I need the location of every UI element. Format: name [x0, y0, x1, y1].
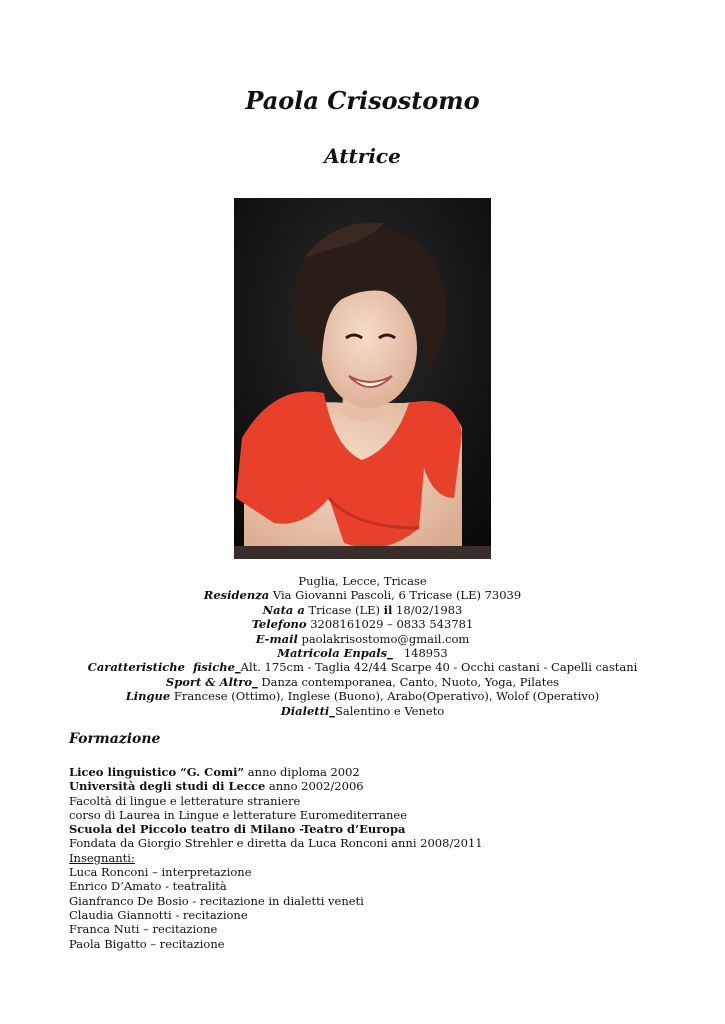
- page-subtitle: Attrice: [324, 144, 401, 168]
- physical-line: [0, 660, 725, 674]
- birth-label: Nata a: [262, 602, 305, 617]
- birth-il: il: [383, 602, 393, 617]
- residence-value: Via Giovanni Pascoli, 6 Tricase (LE) 73039: [269, 588, 522, 603]
- location-line: Puglia, Lecce, Tricase: [298, 574, 427, 588]
- education-list: [69, 765, 669, 951]
- liceo-detail: anno diploma 2002: [244, 765, 360, 779]
- faculty-line: Facoltà di lingue e letterature straniere: [69, 793, 301, 808]
- page-title: Paola Crisostomo: [245, 86, 480, 115]
- email-value: paolakrisostomo@gmail.com: [297, 631, 470, 646]
- school-detail: Fondata da Giorgio Strehler e diretta da Luca Ronconi anni 2008/2011: [69, 836, 483, 851]
- sport-separator: _: [252, 674, 258, 689]
- phone-line: [0, 617, 725, 631]
- teacher-item: Claudia Giannotti - recitazione: [69, 907, 248, 922]
- teacher-item: Luca Ronconi – interpretazione: [69, 865, 252, 880]
- dialects-value: Salentino e Veneto: [335, 703, 445, 718]
- languages-label: Lingue: [125, 689, 171, 704]
- matricola-separator: _: [387, 646, 393, 661]
- physical-label: Caratteristiche fisiche: [87, 660, 235, 675]
- birth-line: [0, 603, 725, 617]
- teacher-item: Franca Nuti – recitazione: [69, 922, 218, 937]
- dialects-label: Dialetti: [280, 703, 330, 718]
- birth-date: 18/02/1983: [392, 602, 463, 617]
- languages-value: Francese (Ottimo), Inglese (Buono), Arabo(Operativo), Wolof (Operativo): [170, 689, 600, 704]
- email-line: [0, 632, 725, 646]
- residence-line: [0, 588, 725, 602]
- university-name: Università degli studi di Lecce: [69, 779, 266, 794]
- birth-place: Tricase (LE): [304, 602, 384, 617]
- matricola-value: 148953: [392, 646, 448, 661]
- physical-separator: _: [234, 660, 241, 675]
- teachers-label: Insegnanti:: [69, 850, 135, 865]
- dialects-separator: _: [329, 703, 336, 718]
- teacher-item: Paola Bigatto – recitazione: [69, 936, 225, 951]
- education-heading: Formazione: [69, 731, 161, 747]
- school-line: [69, 822, 669, 836]
- dialects-line: [0, 704, 725, 718]
- liceo-line: [69, 765, 669, 779]
- liceo-name: Liceo linguistico “G. Comi”: [69, 765, 245, 779]
- phone-label: Telefono: [251, 617, 307, 632]
- university-line: [69, 779, 669, 793]
- sport-label: Sport & Altro: [165, 674, 253, 689]
- university-detail: anno 2002/2006: [265, 779, 364, 794]
- phone-value: 3208161029 – 0833 543781: [306, 617, 474, 632]
- personal-info: [0, 574, 725, 718]
- matricola-line: [0, 646, 725, 660]
- portrait-photo: [234, 198, 491, 559]
- school-name: Scuola del Piccolo teatro di Milano -Teatro d’Europa: [69, 822, 406, 837]
- sport-line: [0, 675, 725, 689]
- email-label: E-mail: [255, 631, 298, 646]
- residence-label: Residenza: [203, 588, 270, 603]
- teacher-item: Enrico D’Amato - teatralità: [69, 879, 227, 894]
- physical-value: Alt. 175cm - Taglia 42/44 Scarpe 40 - Occhi castani - Capelli castani: [240, 660, 638, 675]
- matricola-label: Matricola Enpals: [277, 646, 388, 661]
- course-line: corso di Laurea in Lingue e letterature Euromediterranee: [69, 807, 408, 822]
- teacher-item: Gianfranco De Bosio - recitazione in dialetti veneti: [69, 893, 364, 908]
- languages-line: [0, 689, 725, 703]
- sport-value: Danza contemporanea, Canto, Nuoto, Yoga, Pilates: [257, 674, 560, 689]
